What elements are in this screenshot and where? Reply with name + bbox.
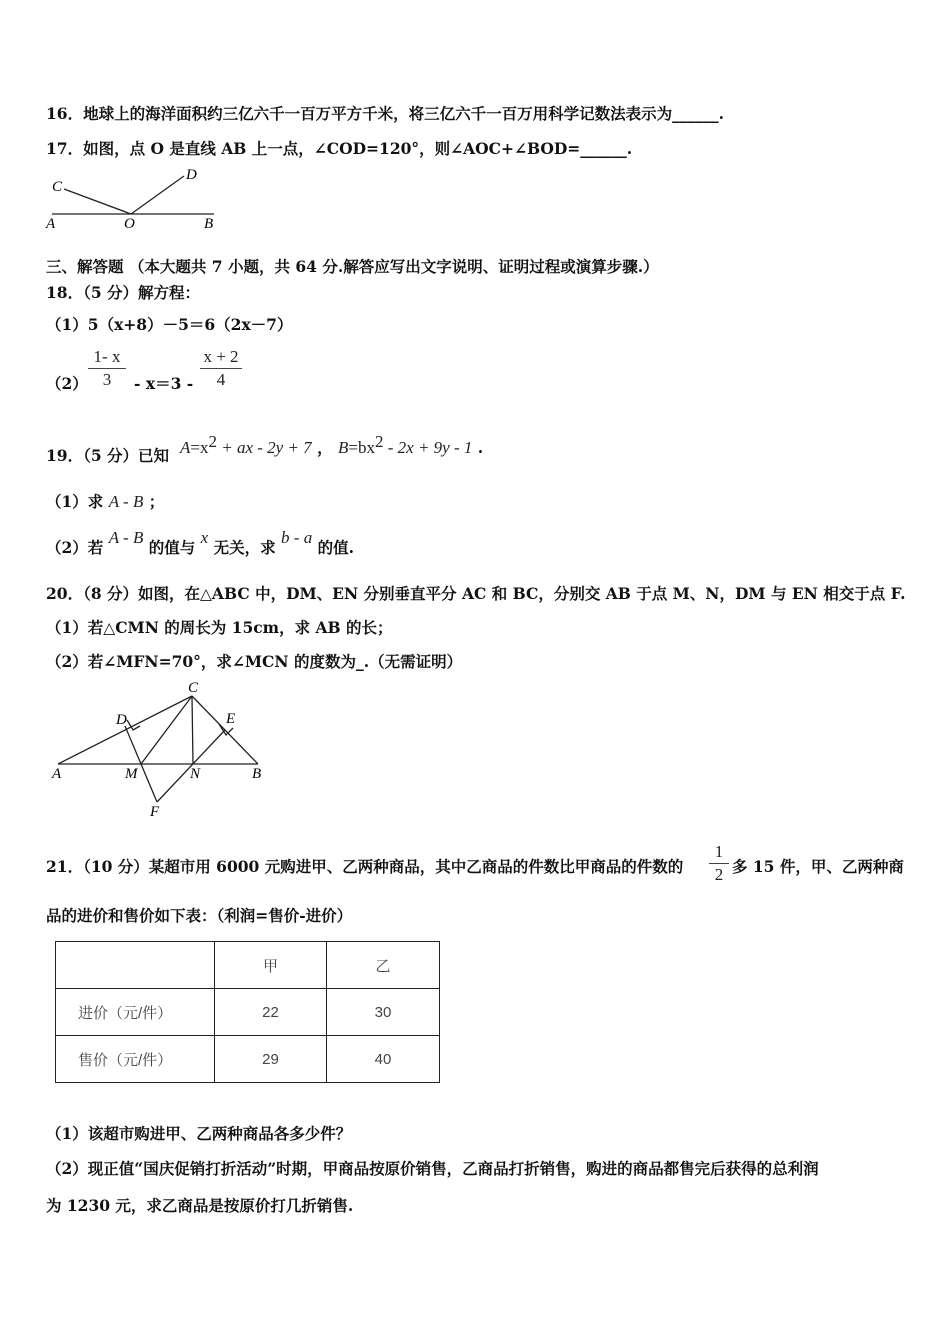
table-row: [56, 942, 440, 989]
question-17: 17．如图，点 O 是直线 AB 上一点，∠COD=120°，则∠AOC+∠BOD=______.: [46, 139, 633, 158]
label-F: F: [150, 804, 160, 820]
q18-part1: （1）5（x+8）－5＝6（2x－7）: [46, 315, 293, 334]
label-N: N: [190, 766, 201, 782]
figure-q17: [44, 164, 224, 232]
label-B: B: [252, 766, 262, 782]
question-16: 16．地球上的海洋面积约三亿六千一百万平方千米，将三亿六千一百万用科学记数法表示为______.: [46, 104, 724, 123]
label-C: C: [188, 680, 199, 696]
q21-header-line2: 品的进价和售价如下表：（利润=售价-进价）: [46, 906, 353, 925]
question-21: 21．（10 分）某超市用 6000 元购进甲、乙两种商品，其中乙商品的件数比甲商品的件数的: [46, 857, 684, 876]
table-header-cell: [56, 942, 215, 989]
q19-expressions: $A=x^2$ + ax - 2y + 7 ， $B=bx^2 - 2x + 9y - 1$ .: [180, 432, 484, 458]
question-18: 18．（5 分）解方程：: [46, 283, 201, 302]
label-D: D: [186, 167, 197, 183]
q20-part2: （2）若∠MFN=70°，求∠MCN 的度数为_.（无需证明）: [46, 652, 463, 671]
q21-part2-line2: 为 1230 元，求乙商品是按原价打几折销售.: [46, 1196, 354, 1215]
q20-part1: （1）若△CMN 的周长为 15cm，求 AB 的长；: [46, 618, 393, 637]
q21-part2-line1: （2）现正值“国庆促销打折活动”时期，甲商品按原价销售，乙商品打折销售，购进的商品都售完后获得的总利润: [46, 1159, 819, 1178]
question-19: 19．（5 分）已知: [46, 446, 170, 465]
table-header-cell: 甲: [215, 942, 327, 989]
label-A: A: [46, 216, 56, 232]
fraction-numerator: 1- x: [93, 347, 121, 366]
fraction-denominator: 3: [102, 370, 112, 389]
label-E: E: [226, 711, 236, 727]
q19-part1: （1）求 A - B ；: [46, 492, 165, 511]
table-row: [56, 1036, 440, 1083]
section-heading: 三、解答题 （本大题共 7 小题，共 64 分.解答应写出文字说明、证明过程或演算步骤.）: [46, 257, 659, 276]
fraction-denominator: 2: [714, 865, 724, 884]
label-A: A: [52, 766, 62, 782]
fraction-denominator: 4: [216, 370, 226, 389]
question-20: 20．（8 分）如图，在△ABC 中，DM、EN 分别垂直平分 AC 和 BC，分别交 AB 于点 M、N，DM 与 EN 相交于点 F.: [46, 584, 906, 603]
label-C: C: [52, 179, 63, 195]
q21-fraction: [709, 841, 729, 886]
label-B: B: [204, 216, 214, 232]
row-label: 进价（元/件）: [56, 989, 215, 1036]
q21-part1: （1）该超市购进甲、乙两种商品各多少件？: [46, 1124, 352, 1143]
q18-part2-middle: - x＝3 -: [134, 374, 194, 393]
table-cell: 29: [215, 1036, 327, 1083]
label-M: M: [125, 766, 138, 782]
q18-fraction-1: [88, 346, 126, 391]
label-O: O: [124, 216, 135, 232]
table-cell: 40: [327, 1036, 440, 1083]
q18-fraction-2: [200, 346, 242, 391]
fraction-numerator: 1: [714, 842, 724, 861]
table-row: [56, 989, 440, 1036]
fraction-numerator: x + 2: [203, 347, 239, 366]
table-cell: 22: [215, 989, 327, 1036]
label-D: D: [116, 712, 127, 728]
q21-header-cont: 多 15 件，甲、乙两种商: [732, 857, 904, 876]
price-table: [55, 941, 440, 1083]
figure-q20: [50, 680, 270, 820]
row-label: 售价（元/件）: [56, 1036, 215, 1083]
q19-part2: （2）若 A - B 的值与 x 无关，求 b - a 的值.: [46, 528, 355, 557]
table-cell: 30: [327, 989, 440, 1036]
table-header-cell: 乙: [327, 942, 440, 989]
q18-part2-label: （2）: [46, 374, 88, 393]
